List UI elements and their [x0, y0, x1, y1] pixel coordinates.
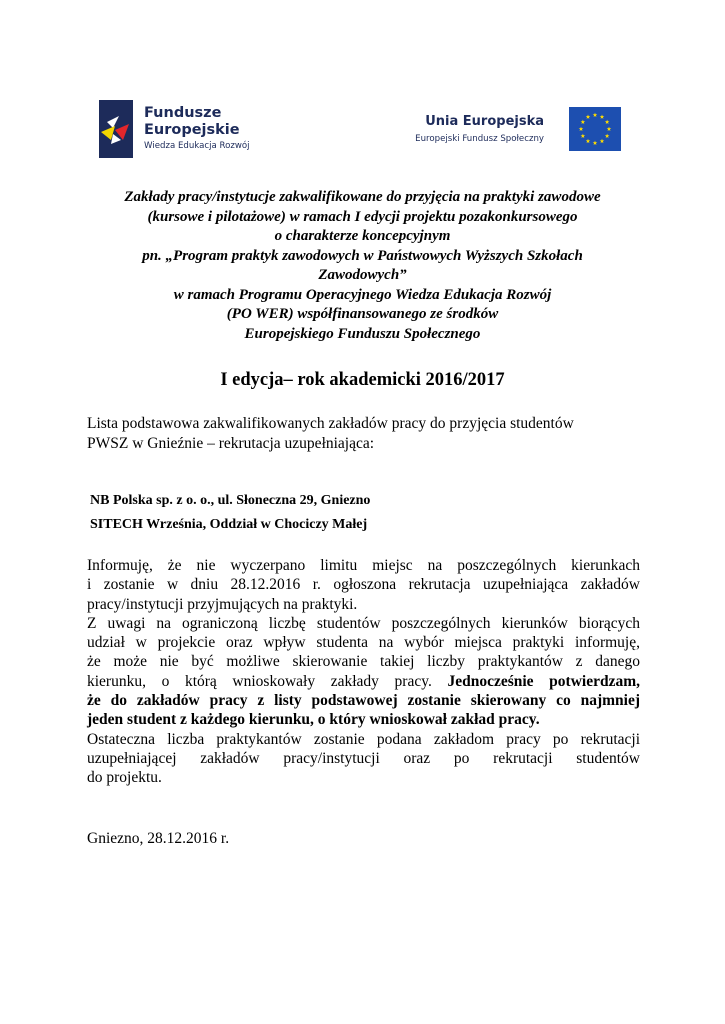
body-line: udział w projekcie oraz wpływ studenta na wybór miejsca praktyki informuję, — [87, 634, 640, 652]
heading-line: w ramach Programu Operacyjnego Wiedza Edukacja Rozwój — [173, 286, 552, 303]
fe-logo-tagline: Wiedza Edukacja Rozwój — [144, 141, 250, 151]
fe-logo-line1: Fundusze — [144, 105, 222, 121]
fe-logo-icon — [99, 100, 133, 158]
body-line — [87, 691, 640, 710]
intro-line: Lista podstawowa zakwalifikowanych zakładów pracy do przyjęcia studentów — [87, 415, 574, 432]
intro-line: PWSZ w Gnieźnie – rekrutacja uzupełniająca: — [87, 434, 375, 452]
heading-line: Zawodowych” — [318, 267, 407, 283]
body-line: pracy/instytucji przyjmujących na praktyki. — [87, 595, 358, 613]
body-line: Z uwagi na ograniczoną liczbę studentów poszczególnych kierunków biorących — [87, 614, 640, 632]
signoff-date: Gniezno, 28.12.2016 r. — [87, 830, 230, 847]
heading-line: (PO WER) współfinansowanego ze środków — [226, 306, 499, 322]
fundusze-europejskie-logo — [99, 100, 269, 158]
ue-logo-subtitle: Europejski Fundusz Społeczny — [415, 134, 544, 144]
body-line: i zostanie w dniu 28.12.2016 r. ogłoszona rekrutacja uzupełniająca zakładów — [87, 576, 640, 594]
body-line — [87, 710, 640, 729]
eu-flag-icon — [569, 107, 621, 151]
body-line — [87, 672, 640, 691]
heading-line: o charakterze koncepcyjnym — [274, 228, 451, 244]
company-item: SITECH Września, Oddział w Chociczy Małej — [90, 517, 368, 532]
intro-paragraph — [87, 414, 647, 453]
body-line: Informuję, że nie wyczerpano limitu miejsc na poszczególnych kierunkach — [87, 557, 640, 574]
fe-logo-line2: Europejskie — [144, 122, 240, 138]
company-list — [90, 489, 650, 537]
heading-line: (kursowe i pilotażowe) w ramach I edycji projektu pozakonkursowego — [147, 208, 578, 225]
body-line: że może nie być możliwe skierowanie takiej liczby praktykantów z danego — [87, 653, 640, 671]
heading-line: Europejskiego Funduszu Społecznego — [244, 325, 481, 342]
document-heading — [80, 188, 645, 344]
edition-title: I edycja– rok akademicki 2016/2017 — [220, 370, 505, 390]
body-text-bold: Jednocześnie potwierdzam, — [447, 672, 640, 690]
body-text-bold: że do zakładów pracy z listy podstawowej zostanie skierowany co najmniej — [87, 692, 640, 710]
body-line: Ostateczna liczba praktykantów zostanie podana zakładom pracy po rekrutacji — [87, 730, 640, 748]
company-item: NB Polska sp. z o. o., ul. Słoneczna 29, Gniezno — [90, 493, 371, 508]
body-text-bold: jeden student z każdego kierunku, o który wnioskował zakład pracy. — [87, 711, 540, 729]
heading-line: Zakłady pracy/instytucje zakwalifikowane do przyjęcia na praktyki zawodowe — [124, 189, 601, 205]
body-paragraph — [87, 556, 640, 788]
body-line: uzupełniającej zakładów pracy/instytucji oraz po rekrutacji studentów — [87, 749, 640, 767]
ue-logo-title: Unia Europejska — [425, 114, 544, 129]
body-text-plain: kierunku, o którą wnioskowały zakłady pracy. — [87, 672, 432, 690]
body-line: do projektu. — [87, 769, 162, 787]
unia-europejska-logo — [402, 107, 622, 153]
heading-line: pn. „Program praktyk zawodowych w Państwowych Wyższych Szkołach — [142, 247, 583, 264]
